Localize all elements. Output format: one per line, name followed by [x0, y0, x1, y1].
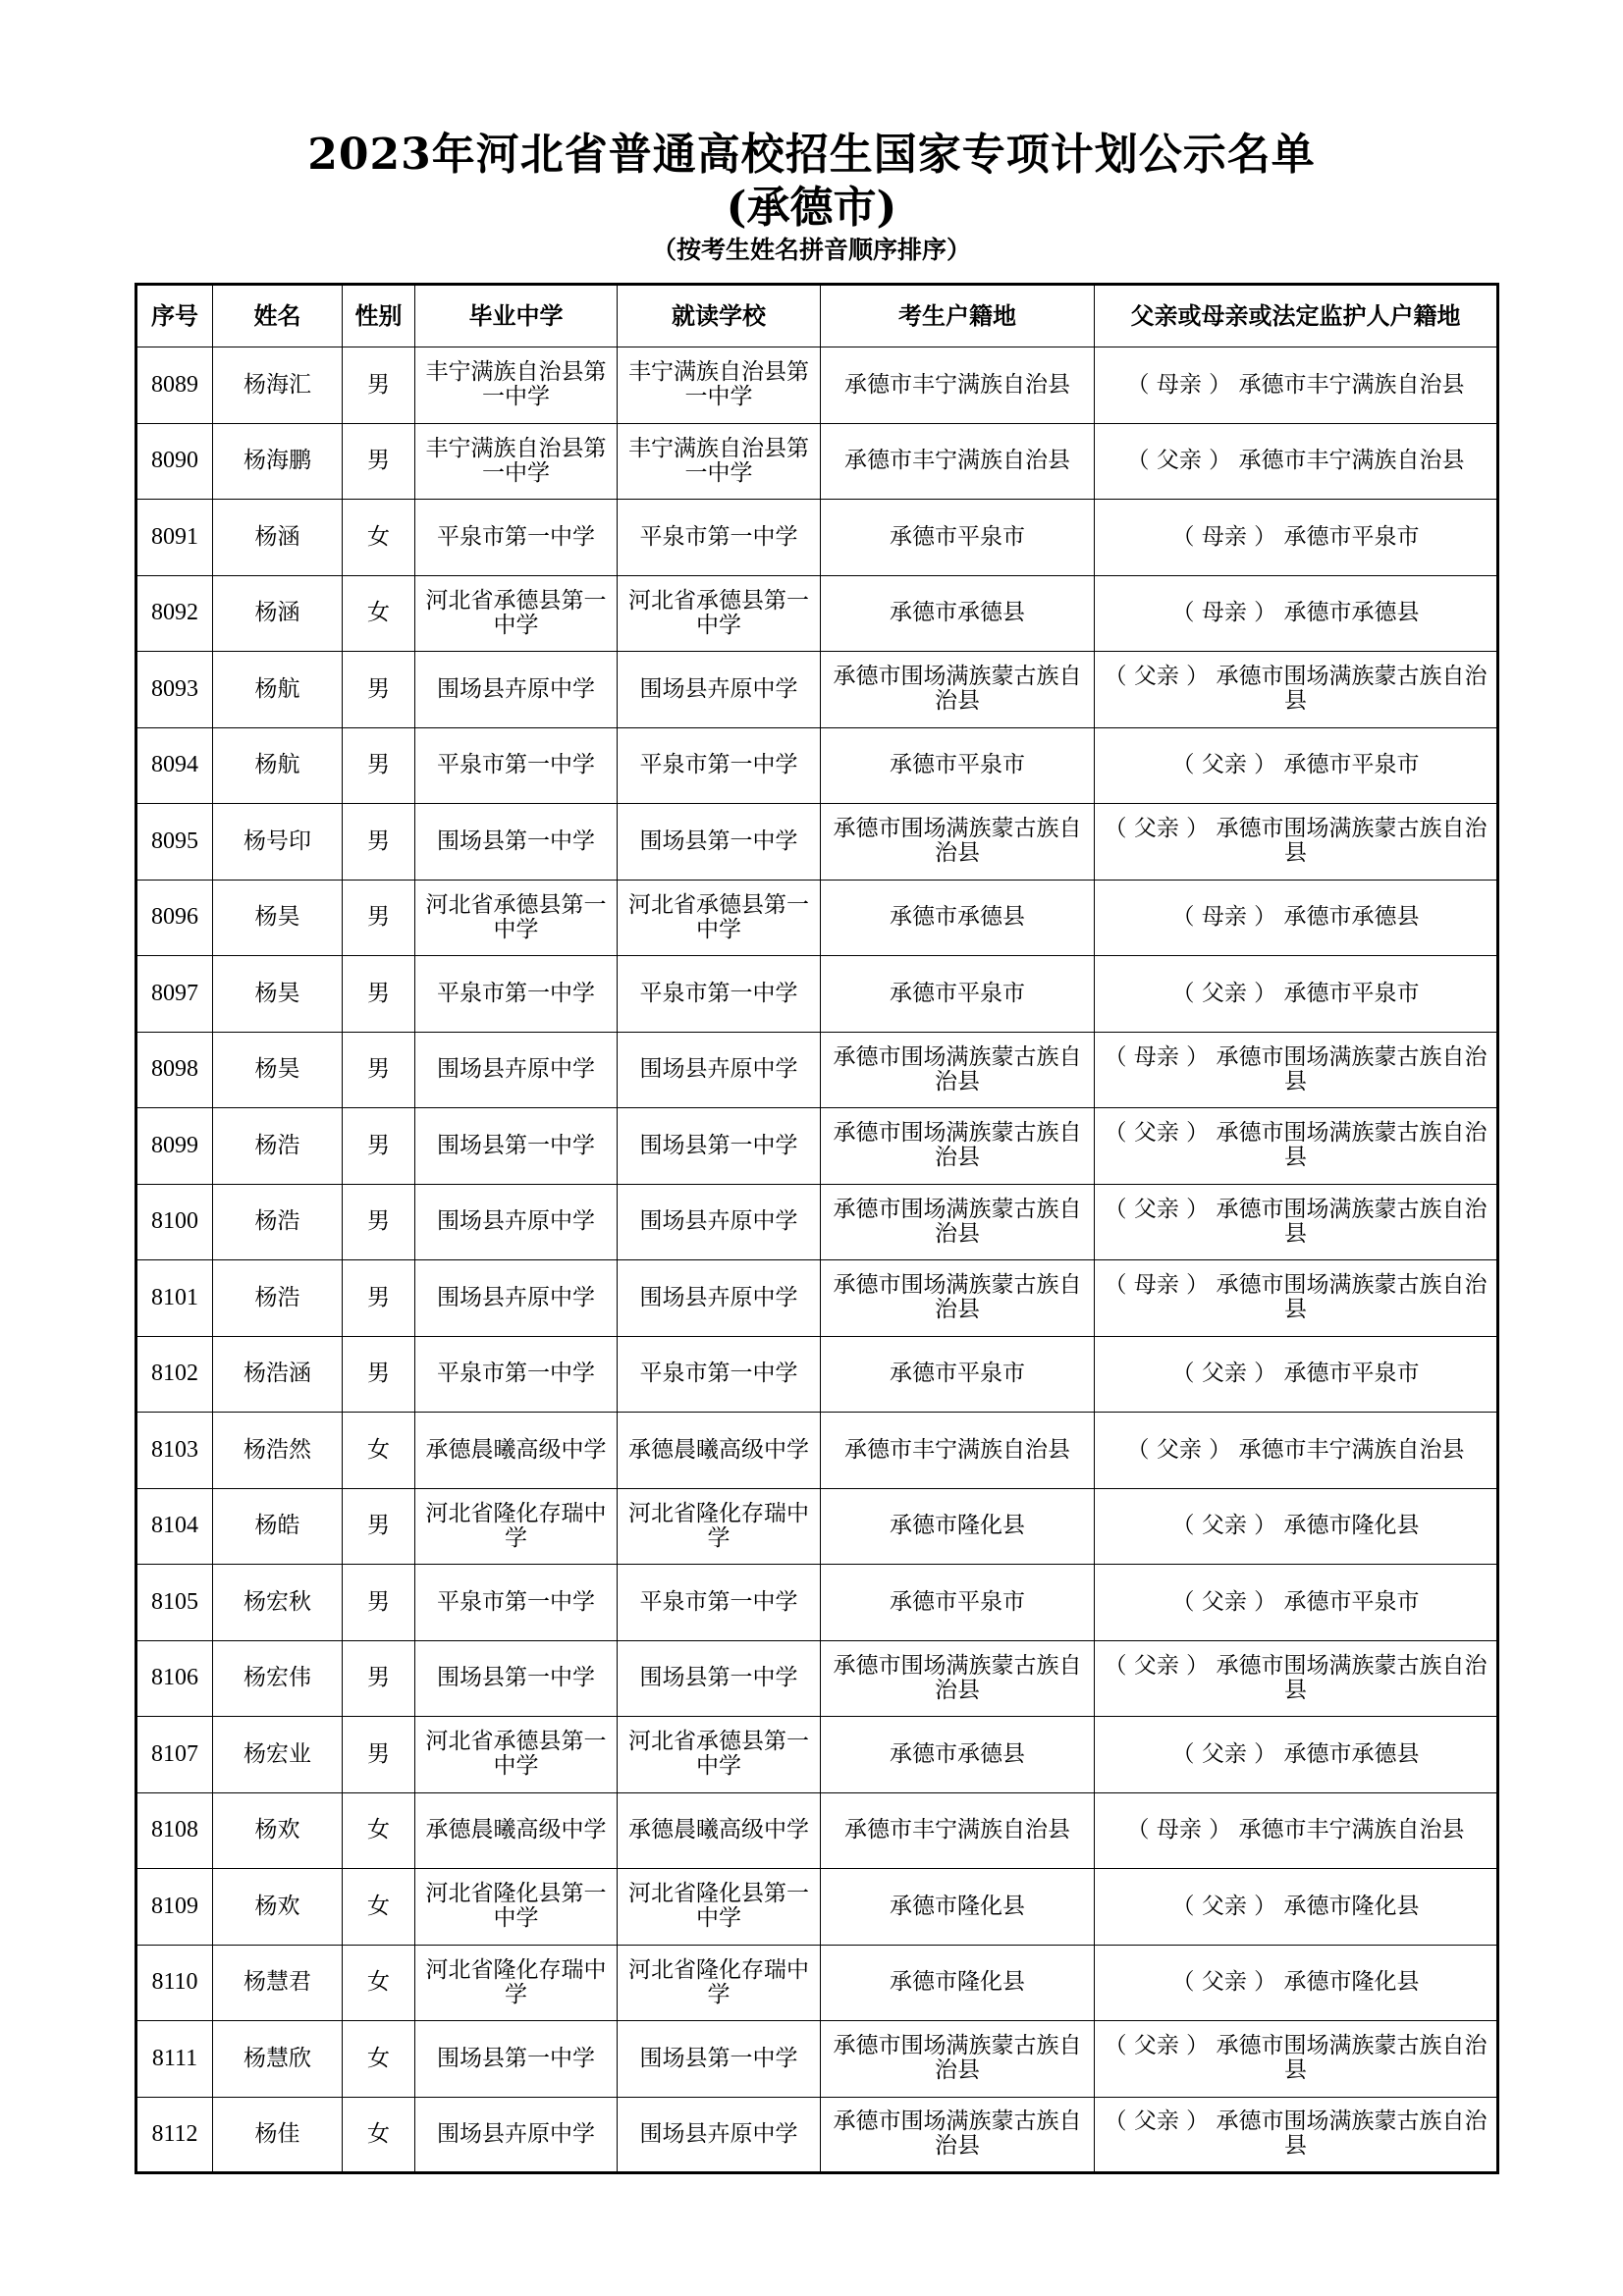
guardian-registration-cell: （ 父亲 ） 承德市平泉市	[1095, 727, 1498, 804]
household-registration-cell: 承德市丰宁满族自治县	[821, 423, 1095, 500]
table-row	[136, 1413, 1498, 1489]
guardian-registration-cell: （ 母亲 ） 承德市围场满族蒙古族自治县	[1095, 1260, 1498, 1337]
current-school-cell: 平泉市第一中学	[618, 956, 821, 1033]
name-cell: 杨昊	[213, 880, 343, 956]
household-registration-cell: 承德市围场满族蒙古族自治县	[821, 1260, 1095, 1337]
table-row	[136, 727, 1498, 804]
column-header-household-registration: 考生户籍地	[821, 285, 1095, 347]
graduated-school-cell: 丰宁满族自治县第一中学	[415, 423, 618, 500]
seq-cell: 8109	[136, 1869, 213, 1946]
current-school-cell: 河北省隆化县第一中学	[618, 1869, 821, 1946]
graduated-school-cell: 围场县第一中学	[415, 2021, 618, 2098]
name-cell: 杨宏业	[213, 1717, 343, 1793]
gender-cell: 男	[343, 347, 415, 424]
seq-cell: 8108	[136, 1792, 213, 1869]
current-school-cell: 围场县卉原中学	[618, 652, 821, 728]
current-school-cell: 河北省承德县第一中学	[618, 1717, 821, 1793]
gender-cell: 女	[343, 2021, 415, 2098]
graduated-school-cell: 承德晨曦高级中学	[415, 1792, 618, 1869]
name-cell: 杨浩然	[213, 1413, 343, 1489]
table-row	[136, 1336, 1498, 1413]
table-row	[136, 1869, 1498, 1946]
guardian-registration-cell: （ 母亲 ） 承德市承德县	[1095, 575, 1498, 652]
table-row	[136, 500, 1498, 576]
graduated-school-cell: 围场县第一中学	[415, 1640, 618, 1717]
name-cell: 杨涵	[213, 575, 343, 652]
graduated-school-cell: 围场县第一中学	[415, 1108, 618, 1185]
gender-cell: 女	[343, 500, 415, 576]
table-row	[136, 1488, 1498, 1565]
current-school-cell: 平泉市第一中学	[618, 1336, 821, 1413]
name-cell: 杨慧君	[213, 1945, 343, 2021]
seq-cell: 8091	[136, 500, 213, 576]
guardian-registration-cell: （ 父亲 ） 承德市围场满族蒙古族自治县	[1095, 1184, 1498, 1260]
graduated-school-cell: 河北省承德县第一中学	[415, 1717, 618, 1793]
name-cell: 杨慧欣	[213, 2021, 343, 2098]
guardian-registration-cell: （ 父亲 ） 承德市隆化县	[1095, 1488, 1498, 1565]
table-row	[136, 2097, 1498, 2173]
seq-cell: 8099	[136, 1108, 213, 1185]
gender-cell: 男	[343, 804, 415, 881]
current-school-cell: 围场县第一中学	[618, 2021, 821, 2098]
graduated-school-cell: 平泉市第一中学	[415, 500, 618, 576]
table-row	[136, 1184, 1498, 1260]
name-cell: 杨海鹏	[213, 423, 343, 500]
seq-cell: 8098	[136, 1032, 213, 1108]
current-school-cell: 丰宁满族自治县第一中学	[618, 423, 821, 500]
table-row	[136, 423, 1498, 500]
guardian-registration-cell: （ 父亲 ） 承德市平泉市	[1095, 956, 1498, 1033]
current-school-cell: 河北省隆化存瑞中学	[618, 1945, 821, 2021]
household-registration-cell: 承德市承德县	[821, 575, 1095, 652]
name-cell: 杨浩	[213, 1260, 343, 1337]
name-cell: 杨航	[213, 652, 343, 728]
current-school-cell: 河北省承德县第一中学	[618, 880, 821, 956]
name-cell: 杨宏秋	[213, 1565, 343, 1641]
graduated-school-cell: 丰宁满族自治县第一中学	[415, 347, 618, 424]
name-cell: 杨涵	[213, 500, 343, 576]
household-registration-cell: 承德市围场满族蒙古族自治县	[821, 2021, 1095, 2098]
current-school-cell: 围场县卉原中学	[618, 1260, 821, 1337]
current-school-cell: 河北省承德县第一中学	[618, 575, 821, 652]
admission-list-table	[135, 283, 1499, 2174]
current-school-cell: 平泉市第一中学	[618, 500, 821, 576]
current-school-cell: 围场县卉原中学	[618, 1032, 821, 1108]
household-registration-cell: 承德市承德县	[821, 880, 1095, 956]
name-cell: 杨欢	[213, 1792, 343, 1869]
household-registration-cell: 承德市丰宁满族自治县	[821, 347, 1095, 424]
graduated-school-cell: 围场县卉原中学	[415, 2097, 618, 2173]
name-cell: 杨航	[213, 727, 343, 804]
guardian-registration-cell: （ 母亲 ） 承德市平泉市	[1095, 500, 1498, 576]
guardian-registration-cell: （ 父亲 ） 承德市隆化县	[1095, 1945, 1498, 2021]
seq-cell: 8092	[136, 575, 213, 652]
table-row	[136, 1032, 1498, 1108]
table-row	[136, 1640, 1498, 1717]
gender-cell: 男	[343, 1717, 415, 1793]
table-row	[136, 1565, 1498, 1641]
household-registration-cell: 承德市围场满族蒙古族自治县	[821, 804, 1095, 881]
guardian-registration-cell: （ 父亲 ） 承德市围场满族蒙古族自治县	[1095, 1640, 1498, 1717]
guardian-registration-cell: （ 母亲 ） 承德市丰宁满族自治县	[1095, 347, 1498, 424]
guardian-registration-cell: （ 父亲 ） 承德市围场满族蒙古族自治县	[1095, 804, 1498, 881]
graduated-school-cell: 平泉市第一中学	[415, 727, 618, 804]
guardian-registration-cell: （ 母亲 ） 承德市丰宁满族自治县	[1095, 1792, 1498, 1869]
guardian-registration-cell: （ 母亲 ） 承德市围场满族蒙古族自治县	[1095, 1032, 1498, 1108]
household-registration-cell: 承德市围场满族蒙古族自治县	[821, 1032, 1095, 1108]
current-school-cell: 围场县第一中学	[618, 1640, 821, 1717]
seq-cell: 8107	[136, 1717, 213, 1793]
name-cell: 杨皓	[213, 1488, 343, 1565]
guardian-registration-cell: （ 父亲 ） 承德市围场满族蒙古族自治县	[1095, 2097, 1498, 2173]
current-school-cell: 丰宁满族自治县第一中学	[618, 347, 821, 424]
guardian-registration-cell: （ 母亲 ） 承德市承德县	[1095, 880, 1498, 956]
current-school-cell: 平泉市第一中学	[618, 727, 821, 804]
guardian-registration-cell: （ 父亲 ） 承德市围场满族蒙古族自治县	[1095, 2021, 1498, 2098]
table-row	[136, 1108, 1498, 1185]
guardian-registration-cell: （ 父亲 ） 承德市平泉市	[1095, 1565, 1498, 1641]
graduated-school-cell: 承德晨曦高级中学	[415, 1413, 618, 1489]
household-registration-cell: 承德市隆化县	[821, 1488, 1095, 1565]
gender-cell: 女	[343, 1945, 415, 2021]
name-cell: 杨宏伟	[213, 1640, 343, 1717]
gender-cell: 女	[343, 1413, 415, 1489]
graduated-school-cell: 围场县第一中学	[415, 804, 618, 881]
current-school-cell: 围场县第一中学	[618, 804, 821, 881]
gender-cell: 男	[343, 1640, 415, 1717]
graduated-school-cell: 河北省承德县第一中学	[415, 575, 618, 652]
seq-cell: 8097	[136, 956, 213, 1033]
current-school-cell: 围场县卉原中学	[618, 2097, 821, 2173]
graduated-school-cell: 河北省承德县第一中学	[415, 880, 618, 956]
table-body	[136, 347, 1498, 2173]
guardian-registration-cell: （ 父亲 ） 承德市承德县	[1095, 1717, 1498, 1793]
guardian-registration-cell: （ 父亲 ） 承德市围场满族蒙古族自治县	[1095, 1108, 1498, 1185]
seq-cell: 8100	[136, 1184, 213, 1260]
household-registration-cell: 承德市围场满族蒙古族自治县	[821, 2097, 1095, 2173]
household-registration-cell: 承德市围场满族蒙古族自治县	[821, 1640, 1095, 1717]
column-header-seq: 序号	[136, 285, 213, 347]
column-header-guardian-registration: 父亲或母亲或法定监护人户籍地	[1095, 285, 1498, 347]
graduated-school-cell: 河北省隆化县第一中学	[415, 1869, 618, 1946]
household-registration-cell: 承德市丰宁满族自治县	[821, 1792, 1095, 1869]
graduated-school-cell: 平泉市第一中学	[415, 1336, 618, 1413]
graduated-school-cell: 平泉市第一中学	[415, 956, 618, 1033]
graduated-school-cell: 围场县卉原中学	[415, 1260, 618, 1337]
gender-cell: 男	[343, 652, 415, 728]
name-cell: 杨浩	[213, 1108, 343, 1185]
name-cell: 杨欢	[213, 1869, 343, 1946]
city-subtitle: (承德市)	[726, 183, 897, 233]
household-registration-cell: 承德市平泉市	[821, 1565, 1095, 1641]
name-cell: 杨昊	[213, 956, 343, 1033]
household-registration-cell: 承德市平泉市	[821, 727, 1095, 804]
gender-cell: 男	[343, 1336, 415, 1413]
name-cell: 杨佳	[213, 2097, 343, 2173]
seq-cell: 8110	[136, 1945, 213, 2021]
seq-cell: 8112	[136, 2097, 213, 2173]
seq-cell: 8094	[136, 727, 213, 804]
seq-cell: 8105	[136, 1565, 213, 1641]
table-row	[136, 1945, 1498, 2021]
household-registration-cell: 承德市围场满族蒙古族自治县	[821, 1184, 1095, 1260]
table-row	[136, 1260, 1498, 1337]
column-header-gender: 性别	[343, 285, 415, 347]
seq-cell: 8106	[136, 1640, 213, 1717]
column-header-graduated-school: 毕业中学	[415, 285, 618, 347]
seq-cell: 8095	[136, 804, 213, 881]
gender-cell: 男	[343, 1032, 415, 1108]
current-school-cell: 承德晨曦高级中学	[618, 1792, 821, 1869]
gender-cell: 男	[343, 727, 415, 804]
graduated-school-cell: 河北省隆化存瑞中学	[415, 1945, 618, 2021]
name-cell: 杨号印	[213, 804, 343, 881]
table-row	[136, 575, 1498, 652]
gender-cell: 女	[343, 575, 415, 652]
gender-cell: 女	[343, 1869, 415, 1946]
page-title: 2023年河北省普通高校招生国家专项计划公示名单	[307, 130, 1316, 180]
guardian-registration-cell: （ 父亲 ） 承德市平泉市	[1095, 1336, 1498, 1413]
household-registration-cell: 承德市围场满族蒙古族自治县	[821, 1108, 1095, 1185]
household-registration-cell: 承德市隆化县	[821, 1869, 1095, 1946]
current-school-cell: 平泉市第一中学	[618, 1565, 821, 1641]
household-registration-cell: 承德市承德县	[821, 1717, 1095, 1793]
current-school-cell: 围场县卉原中学	[618, 1184, 821, 1260]
seq-cell: 8096	[136, 880, 213, 956]
table-row	[136, 2021, 1498, 2098]
guardian-registration-cell: （ 父亲 ） 承德市隆化县	[1095, 1869, 1498, 1946]
graduated-school-cell: 河北省隆化存瑞中学	[415, 1488, 618, 1565]
gender-cell: 男	[343, 956, 415, 1033]
table-row	[136, 804, 1498, 881]
household-registration-cell: 承德市丰宁满族自治县	[821, 1413, 1095, 1489]
table-header-row	[136, 285, 1498, 347]
gender-cell: 男	[343, 423, 415, 500]
current-school-cell: 河北省隆化存瑞中学	[618, 1488, 821, 1565]
seq-cell: 8102	[136, 1336, 213, 1413]
seq-cell: 8101	[136, 1260, 213, 1337]
graduated-school-cell: 围场县卉原中学	[415, 1184, 618, 1260]
column-header-current-school: 就读学校	[618, 285, 821, 347]
guardian-registration-cell: （ 父亲 ） 承德市丰宁满族自治县	[1095, 1413, 1498, 1489]
gender-cell: 男	[343, 880, 415, 956]
table-row	[136, 1717, 1498, 1793]
table-row	[136, 956, 1498, 1033]
column-header-name: 姓名	[213, 285, 343, 347]
gender-cell: 男	[343, 1184, 415, 1260]
table-row	[136, 880, 1498, 956]
household-registration-cell: 承德市平泉市	[821, 500, 1095, 576]
guardian-registration-cell: （ 父亲 ） 承德市丰宁满族自治县	[1095, 423, 1498, 500]
seq-cell: 8111	[136, 2021, 213, 2098]
seq-cell: 8103	[136, 1413, 213, 1489]
gender-cell: 男	[343, 1565, 415, 1641]
graduated-school-cell: 围场县卉原中学	[415, 1032, 618, 1108]
current-school-cell: 围场县第一中学	[618, 1108, 821, 1185]
household-registration-cell: 承德市围场满族蒙古族自治县	[821, 652, 1095, 728]
name-cell: 杨浩涵	[213, 1336, 343, 1413]
table-row	[136, 1792, 1498, 1869]
household-registration-cell: 承德市隆化县	[821, 1945, 1095, 2021]
gender-cell: 男	[343, 1488, 415, 1565]
sort-note: （按考生姓名拼音顺序排序）	[651, 236, 971, 264]
household-registration-cell: 承德市平泉市	[821, 956, 1095, 1033]
name-cell: 杨海汇	[213, 347, 343, 424]
seq-cell: 8104	[136, 1488, 213, 1565]
gender-cell: 男	[343, 1260, 415, 1337]
seq-cell: 8093	[136, 652, 213, 728]
table-row	[136, 652, 1498, 728]
name-cell: 杨浩	[213, 1184, 343, 1260]
current-school-cell: 承德晨曦高级中学	[618, 1413, 821, 1489]
gender-cell: 女	[343, 1792, 415, 1869]
guardian-registration-cell: （ 父亲 ） 承德市围场满族蒙古族自治县	[1095, 652, 1498, 728]
gender-cell: 男	[343, 1108, 415, 1185]
seq-cell: 8089	[136, 347, 213, 424]
seq-cell: 8090	[136, 423, 213, 500]
table-row	[136, 347, 1498, 424]
graduated-school-cell: 围场县卉原中学	[415, 652, 618, 728]
graduated-school-cell: 平泉市第一中学	[415, 1565, 618, 1641]
gender-cell: 女	[343, 2097, 415, 2173]
name-cell: 杨昊	[213, 1032, 343, 1108]
household-registration-cell: 承德市平泉市	[821, 1336, 1095, 1413]
